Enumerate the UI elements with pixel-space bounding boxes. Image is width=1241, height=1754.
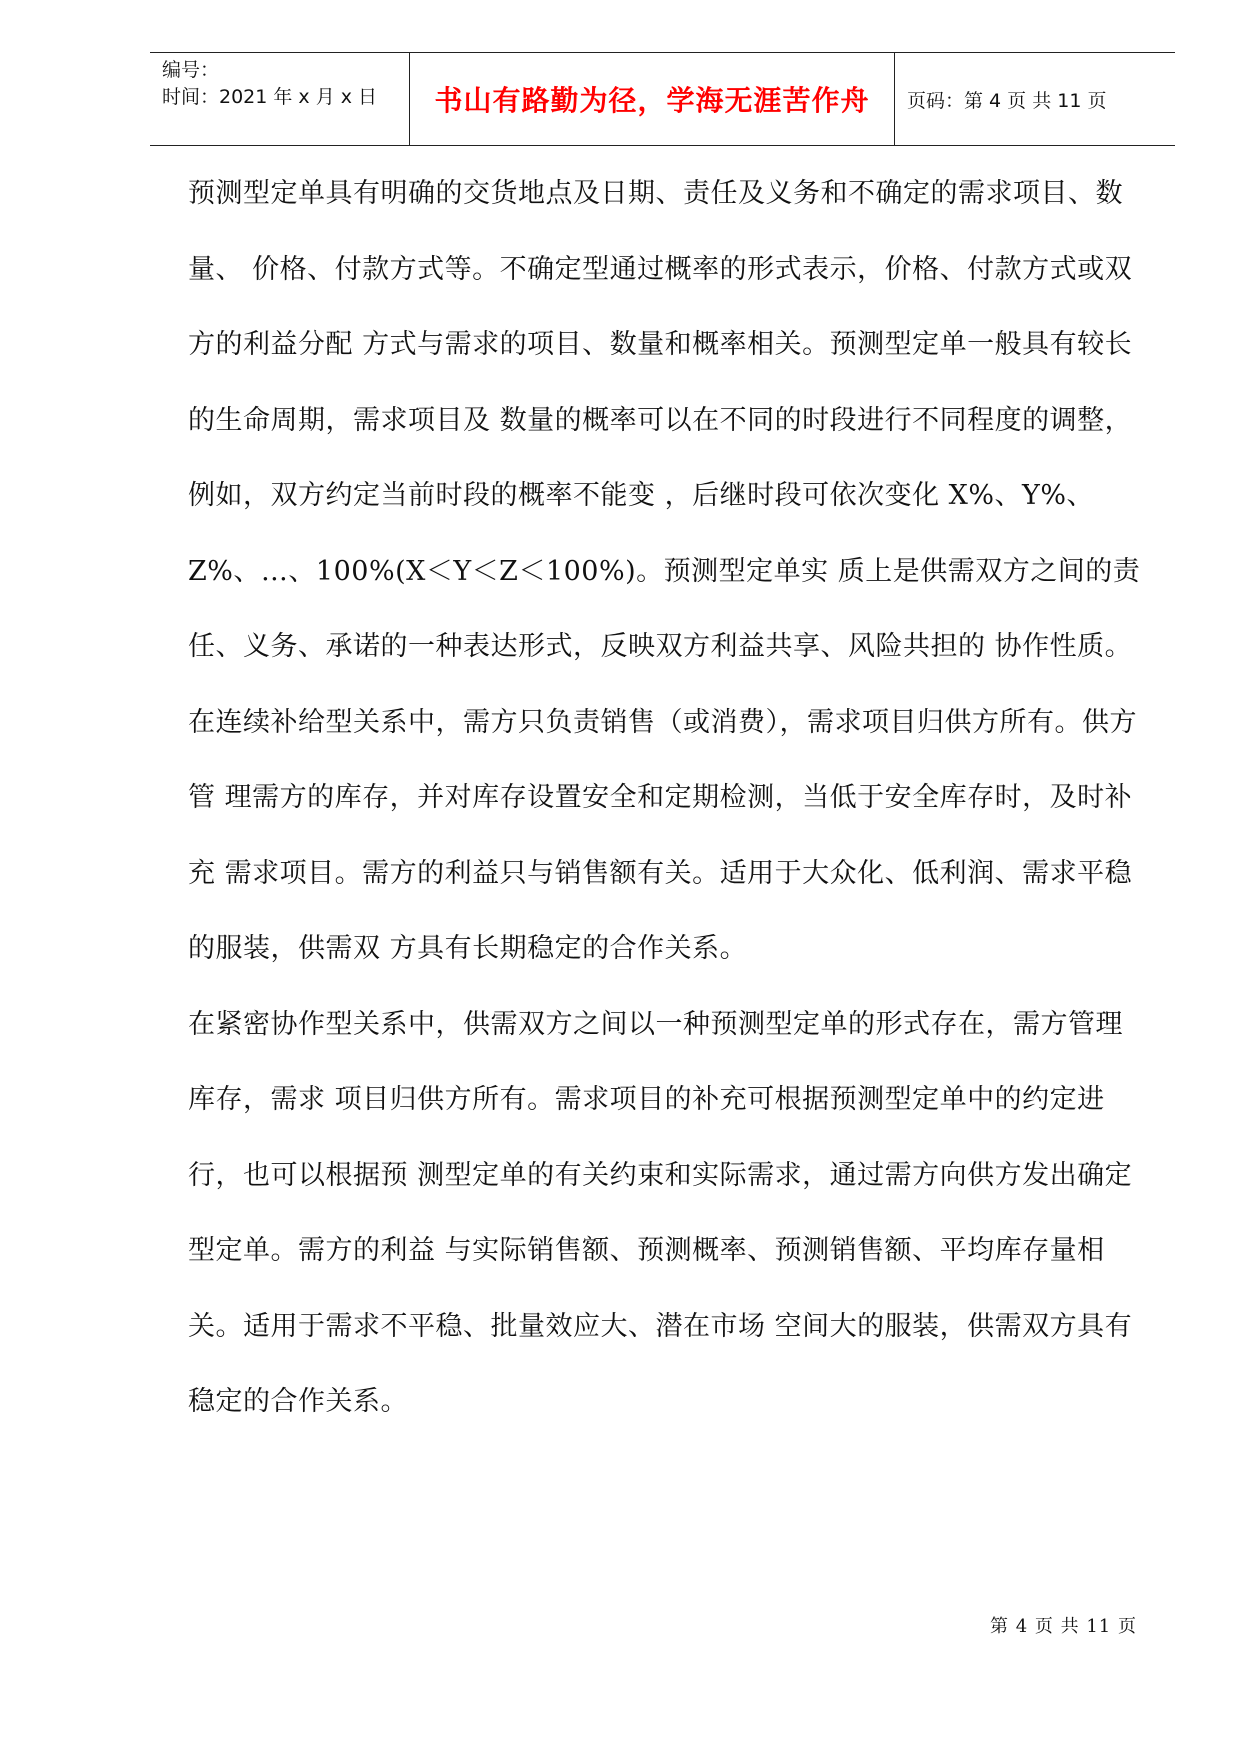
document-body	[188, 156, 1148, 1440]
header-motto: 书山有路勤为径，学海无涯苦作舟	[410, 53, 895, 145]
header-meta	[150, 53, 410, 145]
header-page-info: 页码：第 4 页 共 11 页	[907, 89, 1107, 112]
document-date: 时间：2021 年 x 月 x 日	[162, 86, 378, 108]
paragraph-forecast-order: 预测型定单具有明确的交货地点及日期、责任及义务和不确定的需求项目、数量、 价格、付款方式等。不确定型通过概率的形式表示，价格、付款方式或双方的利益分配 方式与需求的项目、数量和概率相关。预测型定单一般具有较长的生命周期，需求项目及 数量的概率可以在不同的时段进行不同程度的调整，例如，双方约定当前时段的概率不能变 ，后继时段可依次变化 X%、Y%、Z%、…、100%(X＜Y＜Z＜100%)。预测型定单实 质上是供需双方之间的责任、义务、承诺的一种表达形式，反映双方利益共享、风险共担的 协作性质。	[188, 178, 1141, 662]
page-header	[150, 52, 1175, 146]
page-footer: 第 4 页 共 11 页	[990, 1616, 1137, 1637]
paragraph-close-collaboration: 在紧密协作型关系中，供需双方之间以一种预测型定单的形式存在，需方管理库存，需求 项目归供方所有。需求项目的补充可根据预测型定单中的约定进行，也可以根据预 测型定单的有关约束和实际需求，通过需方向供方发出确定型定单。需方的利益 与实际销售额、预测概率、预测销售额、平均库存量相关。适用于需求不平稳、批量效应大、潜在市场 空间大的服装，供需双方具有稳定的合作关系。	[188, 1008, 1133, 1417]
paragraph-continuous-replenishment: 在连续补给型关系中，需方只负责销售（或消费），需求项目归供方所有。供方管 理需方的库存，并对库存设置安全和定期检测，当低于安全库存时，及时补充 需求项目。需方的利益只与销售额有关。适用于大众化、低利润、需求平稳的服装，供需双 方具有长期稳定的合作关系。	[188, 706, 1137, 964]
document-number-label: 编号：	[162, 59, 220, 81]
